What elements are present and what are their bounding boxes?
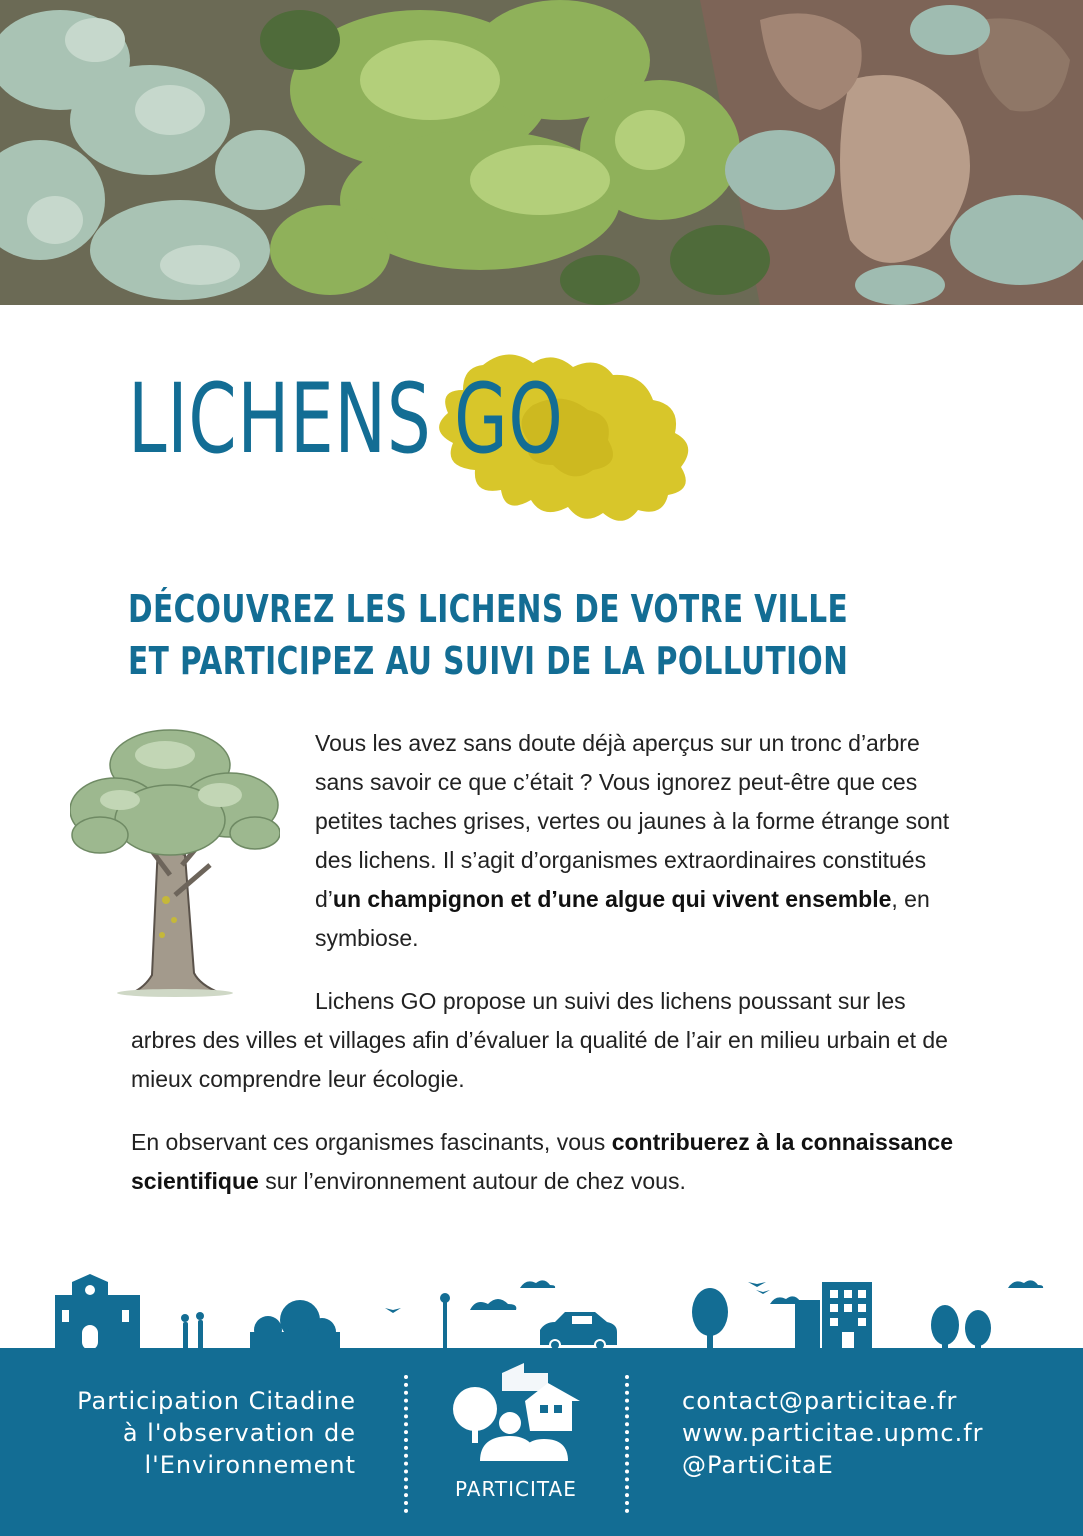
intro-text-bold: un champignon et d’une algue qui vivent ensemble	[332, 886, 892, 912]
logo-title	[128, 363, 564, 475]
cloud-icon	[1008, 1280, 1043, 1288]
bird-icon	[385, 1308, 401, 1313]
city-skyline-illustration	[0, 1270, 1083, 1350]
person-icon	[183, 1322, 188, 1350]
logo-word-lichens: LICHENS	[128, 363, 432, 475]
hero-lichen-photo	[0, 0, 1083, 305]
bird-icon	[748, 1282, 766, 1287]
particitae-logo-label: PARTICITAE	[455, 1477, 577, 1501]
dotted-divider	[625, 1375, 633, 1513]
tree-illustration	[70, 725, 280, 1000]
lamp-post-icon	[443, 1300, 447, 1350]
particitae-logo-icon	[440, 1361, 590, 1476]
footer-contacts	[682, 1385, 984, 1481]
intro-paragraph	[315, 724, 955, 958]
contribution-text-b: sur l’environnement autour de chez vous.	[258, 1168, 686, 1194]
building-icon	[795, 1300, 820, 1350]
footer	[0, 1349, 1083, 1536]
social-handle[interactable]: @PartiCitaE	[682, 1451, 834, 1479]
cloud-icon	[520, 1280, 555, 1288]
intro-text-b: , en symbiose.	[315, 886, 930, 951]
contribution-paragraph	[131, 1123, 971, 1201]
contact-email[interactable]: contact@particitae.fr	[682, 1387, 958, 1415]
cloud-icon	[470, 1299, 516, 1310]
footer-project-name	[77, 1385, 356, 1481]
footer-left-line: l'Environnement	[144, 1451, 356, 1479]
intro-text-a: Vous les avez sans doute déjà aperçus sur un tronc d’arbre sans savoir ce que c’était ? Vous ignorez peut-être que ces petites taches grises, vertes ou jaunes à la forme étrange sont des lichens. Il s’agit d’organismes extraordinaires constitués d’	[315, 730, 950, 912]
contribution-text-bold: contribuerez à la connaissance scientifique	[131, 1129, 953, 1194]
project-paragraph: Lichens GO propose un suivi des lichens poussant sur les arbres des villes et villages afin d’évaluer la qualité de l’air en milieu urbain et de mieux comprendre leur écologie.	[131, 988, 948, 1092]
headline-line-1: DÉCOUVREZ LES LICHENS DE VOTRE VILLE	[128, 587, 849, 631]
dotted-divider	[404, 1375, 412, 1513]
footer-left-line: Participation Citadine	[77, 1387, 356, 1415]
logo-word-go: GO	[454, 363, 564, 475]
lichens-go-logo	[118, 345, 718, 535]
headline-line-2: ET PARTICIPEZ AU SUIVI DE LA POLLUTION	[128, 639, 849, 683]
website-link[interactable]: www.particitae.upmc.fr	[682, 1419, 984, 1447]
person-icon	[198, 1320, 203, 1350]
headline	[128, 583, 849, 687]
contribution-text-a: En observant ces organismes fascinants, vous	[131, 1129, 612, 1155]
footer-left-line: à l'observation de	[122, 1419, 356, 1447]
